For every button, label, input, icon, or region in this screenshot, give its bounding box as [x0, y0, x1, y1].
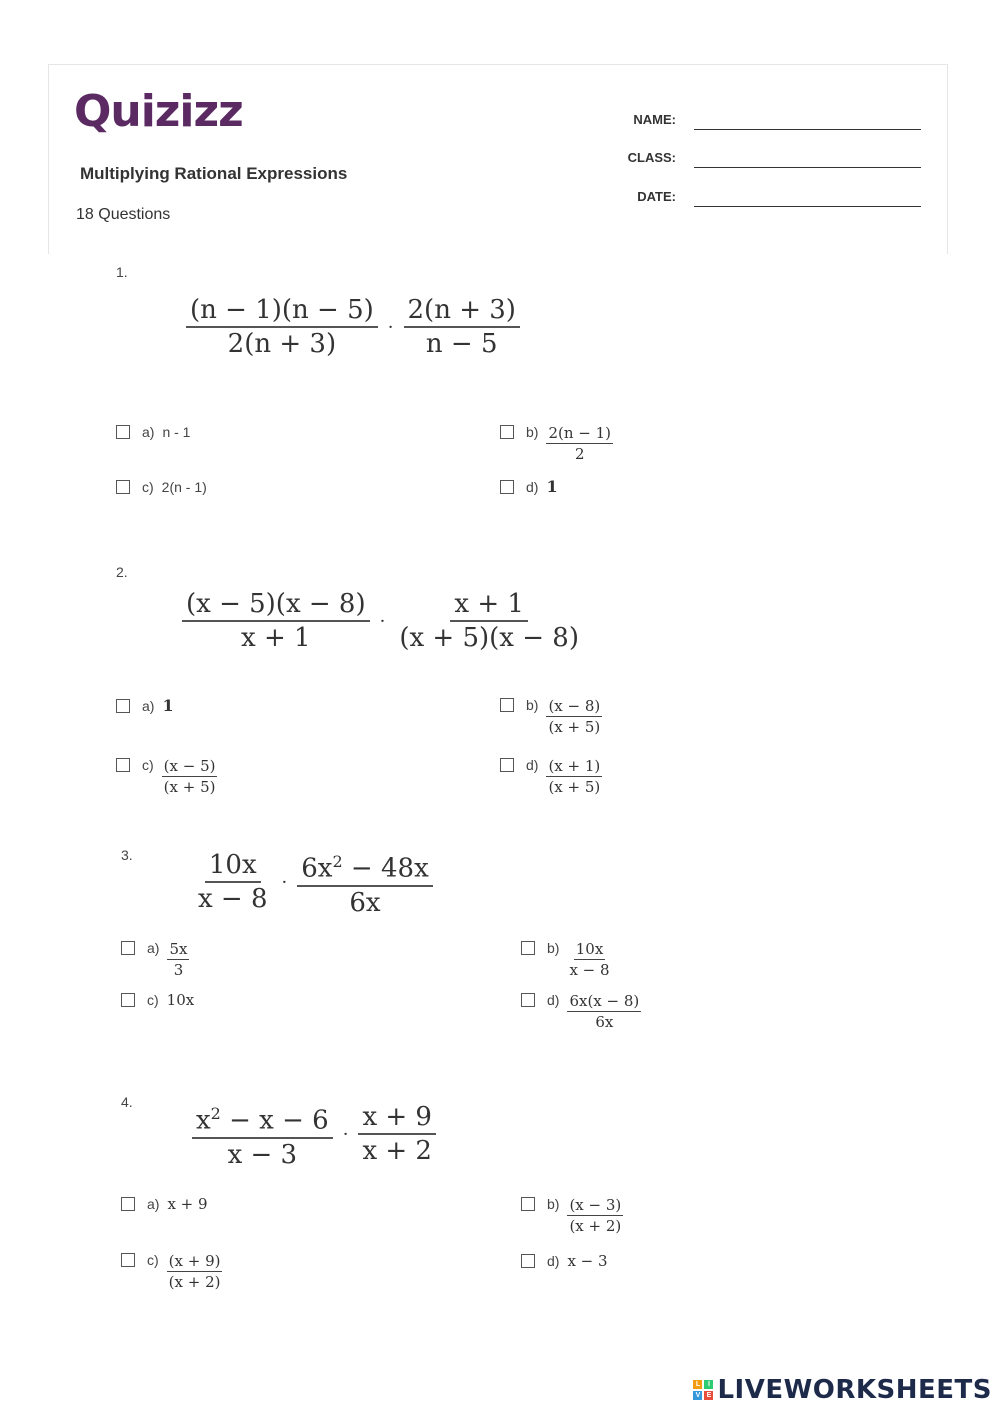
fraction	[297, 846, 432, 919]
numerator: 6x(x − 8)	[569, 992, 640, 1010]
class-label: CLASS:	[627, 150, 676, 165]
option-fraction	[546, 423, 613, 464]
option-fraction	[546, 696, 602, 737]
option-c[interactable]	[121, 1251, 222, 1292]
date-label: DATE:	[637, 189, 676, 204]
liveworksheets-wordmark: LIVEWORKSHEETS	[717, 1375, 992, 1405]
numerator	[297, 846, 432, 887]
icon-letter: L	[693, 1380, 702, 1389]
question-expression	[180, 294, 526, 360]
numerator: x + 1	[450, 588, 528, 622]
term: 6x	[301, 853, 333, 884]
denominator: (x + 5)	[548, 718, 601, 736]
numerator: 5x	[169, 940, 188, 958]
numerator: 10x	[205, 849, 261, 883]
option-c[interactable]	[121, 991, 194, 1009]
option-letter: b)	[526, 697, 539, 713]
checkbox[interactable]	[116, 758, 130, 772]
checkbox[interactable]	[521, 993, 535, 1007]
option-a[interactable]	[121, 939, 189, 980]
icon-letter: I	[704, 1380, 713, 1389]
option-letter: a)	[142, 424, 155, 440]
numerator	[192, 1098, 333, 1139]
option-a[interactable]	[121, 1195, 208, 1213]
option-letter: a)	[147, 940, 160, 956]
checkbox[interactable]	[121, 1253, 135, 1267]
denominator: 6x	[349, 887, 381, 918]
numerator: 2(n + 3)	[404, 294, 520, 328]
option-letter: a)	[142, 698, 155, 714]
numerator: 10x	[575, 940, 604, 958]
checkbox[interactable]	[121, 993, 135, 1007]
option-d[interactable]	[500, 478, 558, 496]
option-b[interactable]	[521, 939, 612, 980]
numerator: (x − 3)	[569, 1196, 622, 1214]
fraction	[186, 294, 378, 360]
option-b[interactable]	[500, 423, 613, 464]
option-letter: c)	[142, 757, 154, 773]
denominator: x + 2	[362, 1136, 432, 1167]
option-d[interactable]	[521, 1252, 608, 1270]
term: − 48x	[342, 853, 429, 884]
option-c[interactable]	[116, 756, 217, 797]
option-fraction	[567, 1195, 623, 1236]
denominator: (x + 5)	[548, 778, 601, 796]
numerator: (x + 9)	[168, 1252, 221, 1270]
option-letter: d)	[547, 992, 560, 1008]
fraction	[192, 1098, 333, 1171]
option-text: 1	[162, 696, 174, 715]
option-letter: b)	[547, 940, 560, 956]
option-fraction	[567, 939, 611, 980]
multiply-operator: ·	[342, 1123, 349, 1145]
option-text: x + 9	[167, 1195, 208, 1213]
checkbox[interactable]	[521, 1254, 535, 1268]
question-expression	[176, 588, 589, 654]
exponent: 2	[332, 852, 343, 871]
date-field[interactable]	[600, 189, 930, 213]
denominator: (x + 5)	[163, 778, 216, 796]
denominator: x − 8	[569, 961, 610, 979]
numerator: (x − 8)	[548, 697, 601, 715]
numerator: (n − 1)(n − 5)	[186, 294, 378, 328]
option-letter: c)	[142, 479, 154, 495]
checkbox[interactable]	[500, 425, 514, 439]
question-number: 1.	[116, 264, 128, 280]
question-count: 18 Questions	[76, 206, 171, 223]
denominator: x − 3	[227, 1139, 298, 1170]
denominator: 2	[574, 445, 585, 463]
option-c[interactable]	[116, 478, 207, 496]
fraction	[194, 849, 272, 915]
numerator: x + 9	[358, 1101, 436, 1135]
fraction	[404, 294, 520, 360]
icon-letter: V	[693, 1391, 702, 1400]
checkbox[interactable]	[521, 941, 535, 955]
checkbox[interactable]	[500, 480, 514, 494]
denominator: (x + 2)	[168, 1273, 221, 1291]
option-fraction	[167, 1251, 223, 1292]
option-b[interactable]	[500, 696, 602, 737]
fraction	[395, 588, 583, 654]
denominator: 6x	[595, 1013, 614, 1031]
checkbox[interactable]	[500, 758, 514, 772]
option-text: 1	[546, 477, 558, 496]
numerator: (x − 5)(x − 8)	[182, 588, 370, 622]
option-fraction	[567, 991, 641, 1032]
checkbox[interactable]	[521, 1197, 535, 1211]
question-number: 3.	[121, 847, 133, 863]
option-text: n - 1	[162, 424, 191, 440]
icon-letter: E	[704, 1391, 713, 1400]
multiply-operator: ·	[387, 316, 394, 338]
question-expression	[186, 1098, 442, 1171]
option-b[interactable]	[521, 1195, 623, 1236]
option-text: x − 3	[567, 1252, 608, 1270]
checkbox[interactable]	[116, 425, 130, 439]
option-letter: d)	[547, 1253, 560, 1269]
denominator: 2(n + 3)	[227, 329, 337, 359]
option-fraction	[546, 756, 602, 797]
checkbox[interactable]	[121, 1197, 135, 1211]
denominator: n − 5	[425, 329, 498, 359]
question-number: 2.	[116, 564, 128, 580]
option-fraction	[167, 939, 189, 980]
term: x	[196, 1105, 211, 1136]
name-field[interactable]	[600, 112, 930, 136]
liveworksheets-icon	[693, 1380, 713, 1400]
checkbox[interactable]	[116, 480, 130, 494]
option-d[interactable]	[500, 756, 602, 797]
option-text: 10x	[166, 991, 195, 1009]
denominator: x − 8	[198, 884, 268, 915]
checkbox[interactable]	[500, 698, 514, 712]
numerator: 2(n − 1)	[548, 424, 612, 442]
option-fraction	[162, 756, 218, 797]
denominator: (x + 5)(x − 8)	[399, 623, 579, 653]
worksheet-title: Multiplying Rational Expressions	[80, 164, 348, 183]
option-text: 2(n - 1)	[161, 479, 207, 495]
quizizz-logo: Quizizz	[74, 86, 243, 137]
option-letter: d)	[526, 757, 539, 773]
fraction	[182, 588, 370, 654]
option-letter: b)	[547, 1196, 560, 1212]
option-letter: c)	[147, 992, 159, 1008]
checkbox[interactable]	[121, 941, 135, 955]
option-a[interactable]	[116, 423, 190, 441]
denominator: (x + 2)	[569, 1217, 622, 1235]
numerator: (x − 5)	[163, 757, 216, 775]
class-line[interactable]	[694, 167, 921, 168]
checkbox[interactable]	[116, 699, 130, 713]
name-line[interactable]	[694, 129, 921, 130]
numerator: (x + 1)	[548, 757, 601, 775]
option-letter: a)	[147, 1196, 160, 1212]
option-a[interactable]	[116, 697, 174, 715]
liveworksheets-logo[interactable]	[693, 1375, 992, 1405]
multiply-operator: ·	[379, 610, 386, 632]
class-field[interactable]	[600, 150, 930, 174]
option-letter: c)	[147, 1252, 159, 1268]
fraction	[358, 1101, 436, 1167]
option-d[interactable]	[521, 991, 641, 1032]
date-line[interactable]	[694, 206, 921, 207]
option-letter: d)	[526, 479, 539, 495]
exponent: 2	[210, 1104, 221, 1123]
option-letter: b)	[526, 424, 539, 440]
denominator: 3	[173, 961, 184, 979]
question-number: 4.	[121, 1094, 133, 1110]
question-expression	[188, 846, 439, 919]
multiply-operator: ·	[281, 871, 288, 893]
denominator: x + 1	[241, 623, 311, 653]
term: − x − 6	[220, 1105, 329, 1136]
name-label: NAME:	[633, 112, 676, 127]
